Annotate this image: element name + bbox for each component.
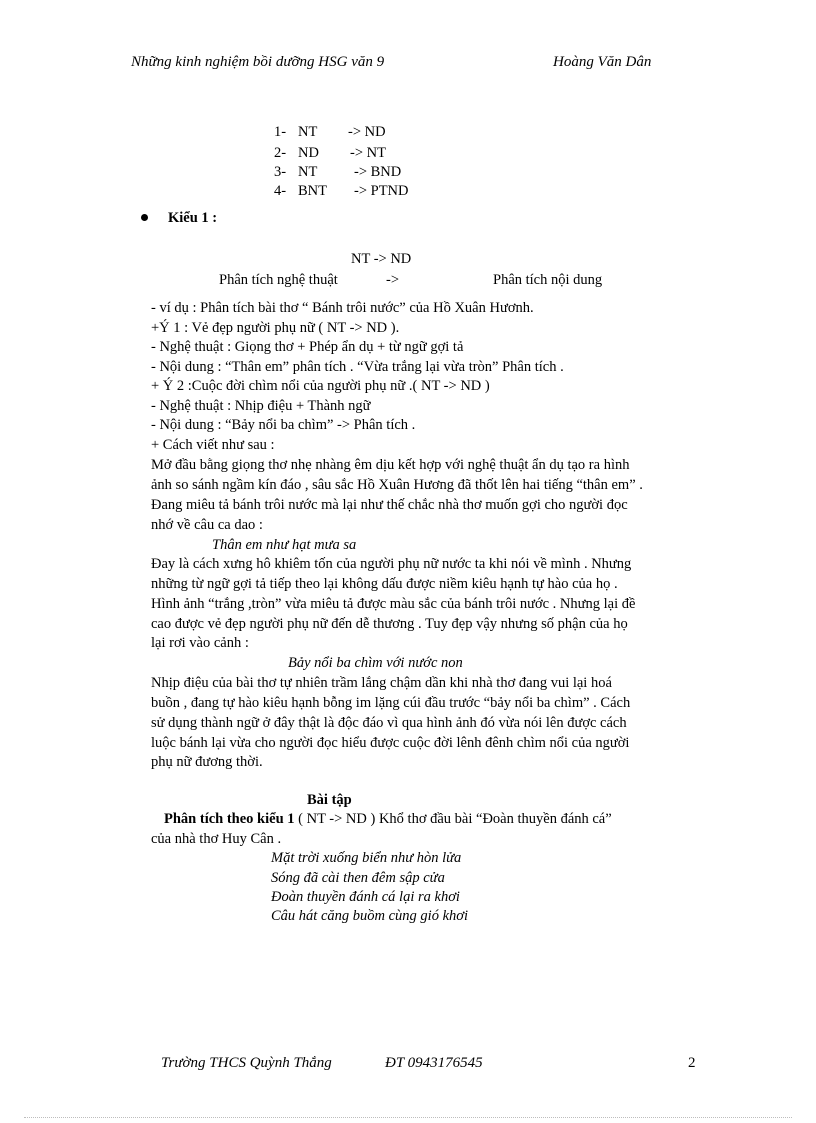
poem-line: Mặt trời xuống biển như hòn lửa — [271, 850, 462, 866]
body-line: - Nghệ thuật : Giọng thơ + Phép ẩn dụ + từ ngữ gợi tả — [151, 339, 464, 355]
body-line: + Cách viết như sau : — [151, 437, 275, 453]
body-line: những từ ngữ gợi tả tiếp theo lại không dấu được niềm kiêu hạnh tự hào của họ . — [151, 576, 618, 592]
body-line: cao được vẻ đẹp người phụ nữ đến dễ thương . Tuy đẹp vậy nhưng số phận của họ — [151, 616, 628, 632]
body-line: lại rơi vào cảnh : — [151, 635, 249, 651]
body-line: +Ý 1 : Vẻ đẹp người phụ nữ ( NT -> ND ). — [151, 320, 400, 336]
body-line: phụ nữ đương thời. — [151, 754, 263, 770]
body-line: sử dụng thành ngữ ở đây thật là độc đáo vì qua hình ảnh đó vừa nói lên được cách — [151, 715, 627, 731]
exercise-prompt — [164, 812, 612, 827]
exercise-prompt-line2: của nhà thơ Huy Cân . — [151, 831, 282, 847]
footer-phone: ĐT 0943176545 — [385, 1055, 483, 1071]
poem-line: Sóng đã cài then đêm sập cửa — [271, 870, 445, 886]
body-line: Nhịp điệu của bài thơ tự nhiên trầm lắng chậm dần khi nhà thơ đang vui lại hoá — [151, 675, 612, 691]
scheme-arrow: -> — [386, 272, 400, 288]
scheme-left: Phân tích nghệ thuật — [219, 272, 338, 288]
exercise-prompt-rest: ( NT -> ND ) Khổ thơ đầu bài “Đoàn thuyền đánh cá” — [294, 811, 612, 827]
page-bottom-divider — [24, 1117, 792, 1118]
order-item-from: ND — [298, 145, 319, 161]
order-item-to: -> BND — [354, 164, 402, 180]
body-line: Hình ảnh “trắng ,tròn” vừa miêu tả được màu sắc của bánh trôi nước . Nhưng lại đề — [151, 596, 636, 612]
body-line: buồn , đang tự hào kiêu hạnh bỗng im lặng cúi đầu trước “bảy nổi ba chìm” . Cách — [151, 695, 631, 711]
order-item-num: 2- — [274, 145, 287, 161]
body-line: ảnh so sánh ngầm kín đáo , sâu sắc Hồ Xuân Hương đã thốt lên hai tiếng “thân em” . — [151, 477, 643, 493]
order-item-num: 3- — [274, 164, 287, 180]
poem-line: Câu hát căng buồm cùng gió khơi — [271, 908, 469, 924]
order-item-to: -> PTND — [354, 183, 409, 199]
body-line: - Nội dung : “Bảy nổi ba chìm” -> Phân tích . — [151, 417, 416, 433]
body-line: - Nội dung : “Thân em” phân tích . “Vừa trắng lại vừa tròn” Phân tích . — [151, 359, 564, 375]
header-title: Những kinh nghiệm bồi dưỡng HSG văn 9 — [131, 54, 385, 70]
quote-line: Thân em như hạt mưa sa — [212, 537, 357, 553]
footer-school: Trường THCS Quỳnh Thắng — [161, 1055, 332, 1071]
order-item-from: NT — [298, 124, 318, 140]
scheme-title: NT -> ND — [351, 251, 412, 267]
body-line: nhớ về câu ca dao : — [151, 517, 263, 533]
body-line: luộc bánh lại vừa cho người đọc hiểu được cuộc đời lênh đênh chìm nổi của người — [151, 735, 630, 751]
order-item-num: 4- — [274, 183, 287, 199]
exercise-prompt-bold: Phân tích theo kiểu 1 — [164, 811, 295, 827]
bullet-icon — [141, 214, 148, 221]
order-item-from: NT — [298, 164, 318, 180]
order-item-to: -> NT — [350, 145, 386, 161]
order-item-from: BNT — [298, 183, 327, 199]
body-line: Đang miêu tả bánh trôi nước mà lại như thế chắc nhà thơ muốn gợi cho người đọc — [151, 497, 628, 513]
body-line: Mở đầu bằng giọng thơ nhẹ nhàng êm dịu kết hợp với nghệ thuật ẩn dụ tạo ra hình — [151, 457, 630, 473]
body-line: + Ý 2 :Cuộc đời chìm nổi của người phụ nữ .( NT -> ND ) — [151, 378, 490, 394]
body-line: - Nghệ thuật : Nhịp điệu + Thành ngữ — [151, 398, 371, 414]
body-line: Đay là cách xưng hô khiêm tốn của người phụ nữ nước ta khi nói về mình . Nhưng — [151, 556, 632, 572]
order-item-num: 1- — [274, 124, 287, 140]
scheme-right: Phân tích nội dung — [493, 272, 603, 288]
poem-line: Đoàn thuyền đánh cá lại ra khơi — [271, 889, 460, 905]
exercise-title: Bài tập — [307, 792, 352, 808]
section-heading: Kiểu 1 : — [168, 210, 218, 226]
order-item-to: -> ND — [348, 124, 386, 140]
header-author: Hoàng Văn Dân — [553, 54, 652, 70]
quote-line: Bảy nổi ba chìm với nước non — [288, 655, 463, 671]
body-line: - ví dụ : Phân tích bài thơ “ Bánh trôi nước” của Hồ Xuân Hươnh. — [151, 300, 534, 316]
page-number: 2 — [688, 1055, 696, 1071]
